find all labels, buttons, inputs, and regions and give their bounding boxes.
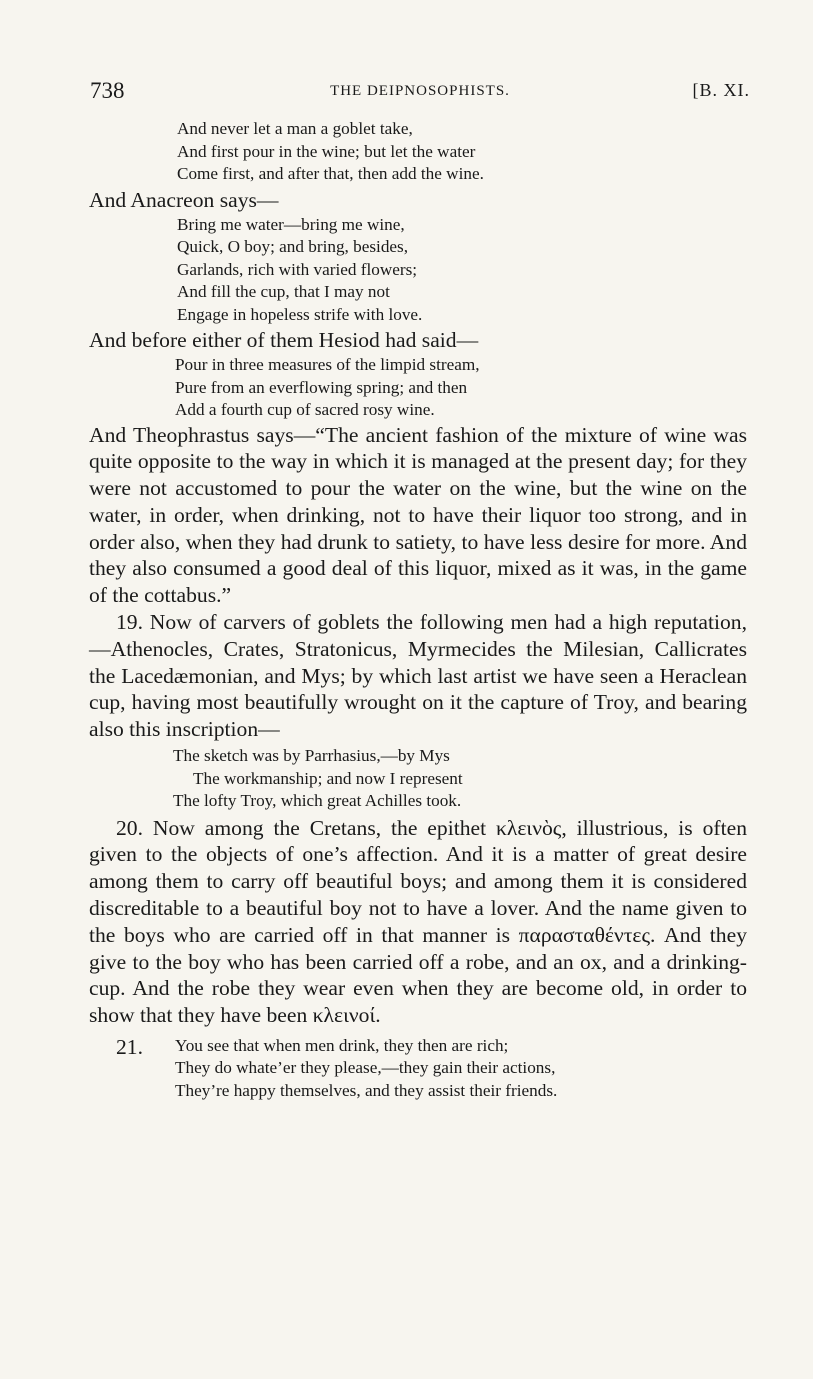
verse-line: They’re happy themselves, and they assist their friends. [175,1080,558,1100]
verse-line: And fill the cup, that I may not [177,282,390,301]
verse-line: Bring me water—bring me wine, [177,214,405,234]
verse-line: The workmanship; and now I represent [193,768,463,788]
section-number: 21. [116,1034,143,1059]
verse-line: And never let a man a goblet take, [177,119,413,138]
intro-anacreon: And Anacreon says— [89,187,279,212]
intro-hesiod: And before either of them Hesiod had said— [89,328,479,352]
verse-line: The lofty Troy, which great Achilles took. [173,791,462,811]
verse-line: The sketch was by Parrhasius,—by Mys [173,746,450,766]
verse-line: They do whate’er they please,—they gain their actions, [175,1058,556,1078]
verse-inscription [89,745,747,813]
verse-hesiod [89,354,747,422]
verse-line: Engage in hopeless strife with love. [177,304,423,324]
verse-line: Come first, and after that, then add the wine. [177,164,484,183]
verse-anacreon [89,214,747,327]
paragraph-section-20: 20. Now among the Cretans, the epithet κλεινὸς, illustrious, is often given to the objects of one’s affection. And it is a matter of great desire among them to carry off beautiful boys; and among them it is considered discreditable to a beautiful boy not to have a lover. And the name given to the boys who are carried off in that manner is παρασταθέντες. And they give to the boy who has been carried off a robe, and an ox, and a drinking-cup. And the robe they wear even when they are become old, in order to show that they have been κλεινοί. [89,815,747,1028]
verse-line: Quick, O boy; and bring, besides, [177,237,409,256]
page-number: 738 [90,78,125,103]
section-21 [89,1035,747,1103]
verse-wine-first [89,118,747,186]
paragraph-theophrastus: And Theophrastus says—“The ancient fashion of the mixture of wine was quite opposite to the way in which it is managed at the present day; for they were not accustomed to pour the water on the wine, but the wine on the water, in order, when drinking, not to have their liquor too strong, and in order also, when they had drunk to satiety, to have less desire for more. And they also consumed a good deal of this liquor, mixed as it was, in the game of the cottabus.” [89,422,747,608]
verse-line: Pure from an everflowing spring; and then [175,377,468,397]
verse-line: Pour in three measures of the limpid stream, [175,355,480,374]
page-header [90,78,750,108]
running-title: THE DEIPNOSOPHISTS. [330,83,510,99]
verse-line: And first pour in the wine; but let the water [177,141,476,161]
page-body [89,118,747,1102]
book-reference: [B. XI. [692,80,750,100]
verse-line: Add a fourth cup of sacred rosy wine. [175,400,435,419]
paragraph-section-19: 19. Now of carvers of goblets the following men had a high reputation,—Athenocles, Crates, Stratonicus, Myrmecides the Milesian, Callicrates the Lacedæmonian, and Mys; by which last artist we have seen a Heraclean cup, having most beautifully wrought on it the capture of Troy, and bearing also this inscription— [89,610,747,742]
verse-line: Garlands, rich with varied flowers; [177,259,418,279]
verse-section-21 [175,1035,747,1103]
verse-line: You see that when men drink, they then are rich; [175,1035,509,1055]
